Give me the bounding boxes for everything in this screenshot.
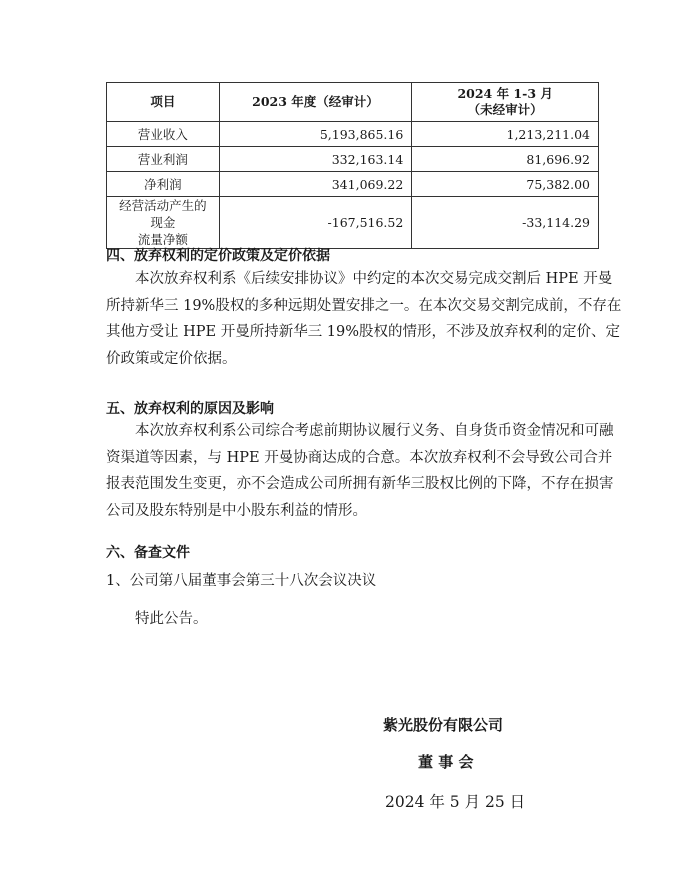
- board-name: 董 事 会: [418, 753, 474, 771]
- header-item: 项目: [107, 83, 220, 122]
- table-header-row: [107, 83, 599, 122]
- section5-body: [106, 418, 614, 524]
- row-label: 营业收入: [107, 122, 220, 147]
- company-name: 紫光股份有限公司: [383, 716, 504, 734]
- row-label: [107, 197, 220, 249]
- row-label-line1: 经营活动产生的现金: [119, 198, 207, 230]
- header-2023: 2023 年度（经审计）: [219, 83, 412, 122]
- value-2023: 341,069.22: [219, 172, 412, 197]
- section5-line: 资渠道等因素，与 HPE 开曼协商达成的合意。本次放弃权利不会导致公司合并: [106, 449, 613, 466]
- value-2024: -33,114.29: [412, 197, 599, 249]
- section4-line: 其他方受让 HPE 开曼所持新华三 19%股权的情形，不涉及放弃权利的定价、定: [106, 324, 621, 340]
- table-row: [107, 147, 599, 172]
- value-2024: 81,696.92: [412, 147, 599, 172]
- table-row: [107, 172, 599, 197]
- value-2023: 332,163.14: [219, 147, 412, 172]
- section4-title: 四、放弃权利的定价政策及定价依据: [106, 248, 330, 264]
- section5-line: 报表范围发生变更，亦不会造成公司所拥有新华三股权比例的下降，不存在损害: [106, 476, 614, 492]
- reference-item-1: 1、公司第八届董事会第三十八次会议决议: [106, 573, 377, 589]
- section4-line: 本次放弃权利系《后续安排协议》中约定的本次交易完成交割后 HPE 开曼: [135, 271, 613, 287]
- value-2024: 1,213,211.04: [412, 122, 599, 147]
- section5-line: 公司及股东特别是中小股东利益的情形。: [106, 502, 367, 519]
- value-2024: 75,382.00: [412, 172, 599, 197]
- section4-line: 所持新华三 19%股权的多种远期处置安排之一。在本次交易交割完成前，不存在: [106, 297, 622, 314]
- signature-date: 2024 年 5 月 25 日: [385, 793, 526, 811]
- section5-line: 本次放弃权利系公司综合考虑前期协议履行义务、自身货币资金情况和可融: [135, 423, 614, 439]
- header-2024: [412, 83, 599, 122]
- header-2024-note: （未经审计）: [467, 102, 543, 117]
- section5-title: 五、放弃权利的原因及影响: [106, 401, 274, 417]
- row-label-line2: 流量净额: [137, 232, 188, 247]
- section6-title: 六、备查文件: [106, 545, 190, 561]
- table-row: [107, 122, 599, 147]
- value-2023: -167,516.52: [219, 197, 412, 249]
- value-2023: 5,193,865.16: [219, 122, 412, 147]
- financial-table: [106, 82, 599, 249]
- section4-body: [106, 266, 622, 372]
- header-2024-period: 2024 年 1-3 月: [457, 86, 553, 101]
- row-label: 营业利润: [107, 147, 220, 172]
- section4-line: 价政策或定价依据。: [106, 350, 237, 367]
- table-row: [107, 197, 599, 249]
- row-label: 净利润: [107, 172, 220, 197]
- closing-text: 特此公告。: [135, 611, 208, 627]
